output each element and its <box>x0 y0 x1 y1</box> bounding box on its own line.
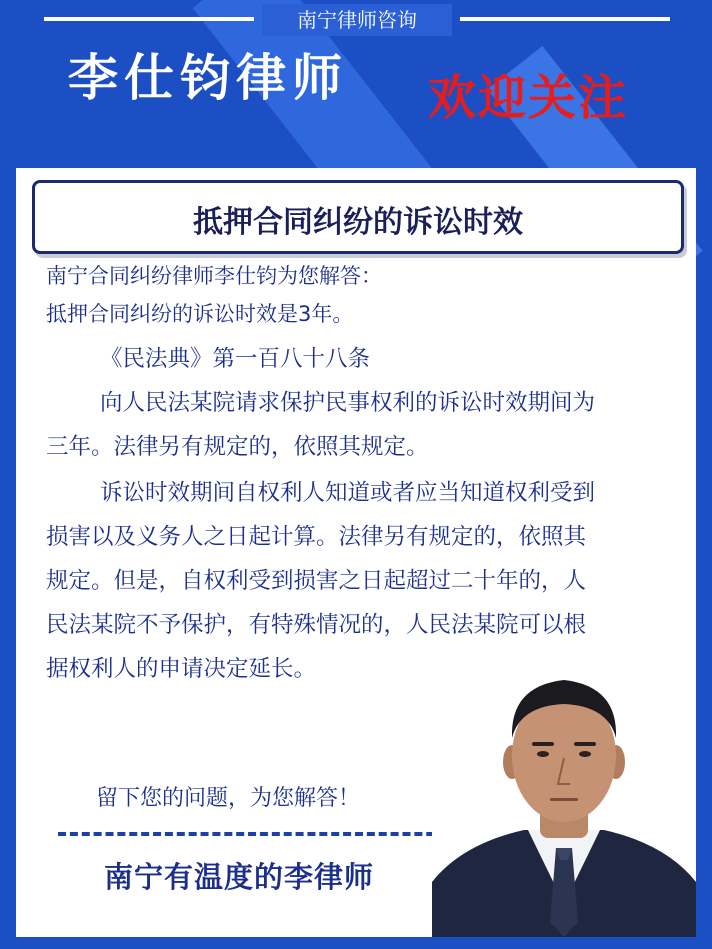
call-to-action: 留下您的问题，为您解答！ <box>96 786 361 811</box>
body-line: 诉讼时效期间自权利人知道或者应当知道权利受到 <box>100 480 596 506</box>
lawyer-photo <box>432 652 696 937</box>
title-box <box>32 180 684 254</box>
welcome-text: 欢迎关注 <box>428 70 629 126</box>
header-line-left <box>44 17 254 21</box>
body-line: 损害以及义务人之日起计算。法律另有规定的，依照其 <box>46 524 587 550</box>
body-line: 抵押合同纠纷的诉讼时效是3年。 <box>46 302 354 326</box>
body-line: 三年。法律另有规定的，依照其规定。 <box>46 434 429 460</box>
body-line: 南宁合同纠纷律师李仕钧为您解答： <box>46 264 382 288</box>
signature-text: 南宁有温度的李律师 <box>104 860 375 894</box>
body-line: 《民法典》第一百八十八条 <box>100 346 371 372</box>
header-line-right <box>460 17 670 21</box>
body-line: 规定。但是，自权利受到损害之日起超过二十年的，人 <box>46 568 587 594</box>
lawyer-name: 李仕钧律师 <box>68 49 348 107</box>
body-line: 民法某院不予保护，有特殊情况的，人民法某院可以根 <box>46 612 587 638</box>
article-title: 抵押合同纠纷的诉讼时效 <box>193 205 523 240</box>
body-line: 向人民法某院请求保护民事权利的诉讼时效期间为 <box>100 390 596 416</box>
dashed-divider <box>58 832 458 836</box>
header-tag: 南宁律师咨询 <box>262 4 452 36</box>
body-line: 据权利人的申请决定延长。 <box>46 656 317 682</box>
